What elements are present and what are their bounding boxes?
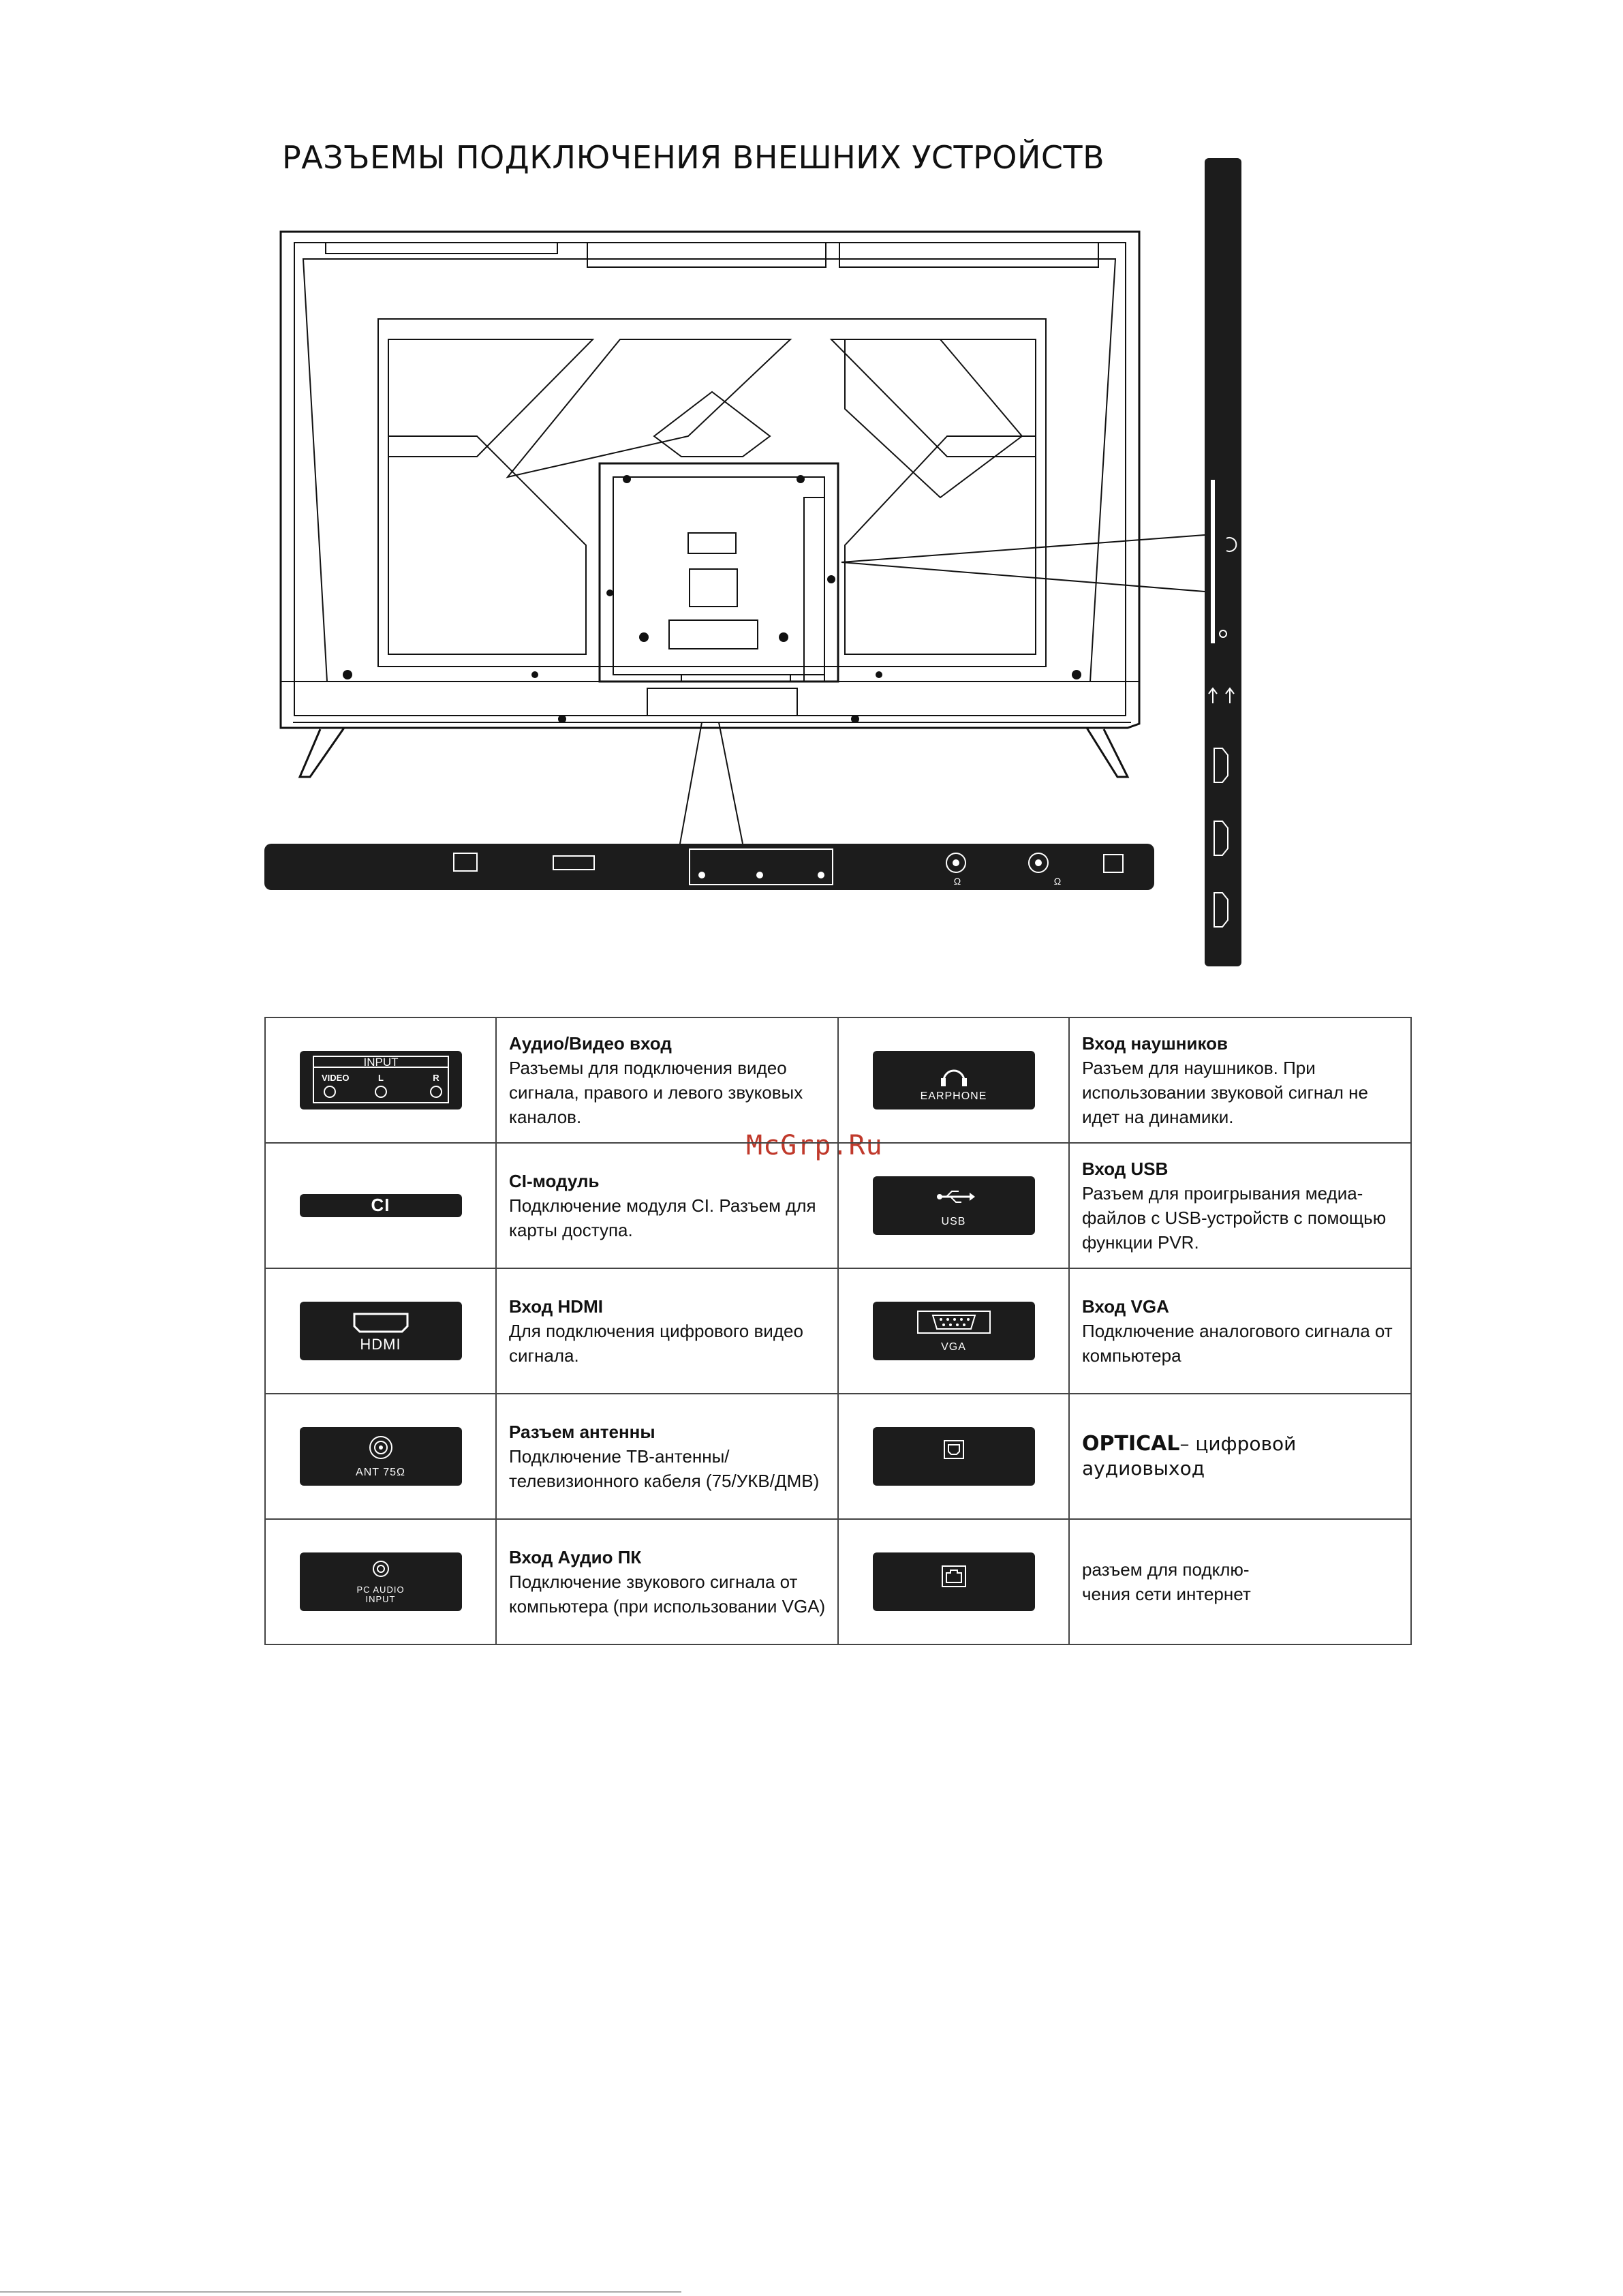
page-title: РАЗЪЕМЫ ПОДКЛЮЧЕНИЯ ВНЕШНИХ УСТРОЙСТВ (282, 139, 1105, 176)
table-row (265, 1143, 1411, 1268)
row-description: Разъем для проигрывания медиа-файлов с USB-устройств с помощью функции PVR. (1082, 1183, 1387, 1253)
svg-text:VIDEO: VIDEO (321, 1073, 349, 1083)
row-title: Вход VGA (1082, 1296, 1169, 1317)
row-title: Вход Аудио ПК (509, 1547, 642, 1567)
row-title: Разъем антенны (509, 1422, 655, 1442)
row-description: Подключение модуля CI. Разъем для карты доступа. (509, 1195, 816, 1240)
svg-text:R: R (432, 1073, 439, 1083)
table-row (265, 1394, 1411, 1519)
row-title: OPTICAL (1082, 1432, 1180, 1456)
optical-badge (873, 1427, 1035, 1486)
row-description: Разъемы для подключения видео сигнала, правого и левого звуковых каналов. (509, 1058, 803, 1127)
connector-table (264, 1017, 1412, 1645)
row-title: CI-модуль (509, 1171, 600, 1191)
optical-icon (873, 1427, 1035, 1486)
ci-badge: CI (300, 1194, 462, 1217)
row-description: Подключение аналогового сигнала от компьютера (1082, 1321, 1393, 1366)
row-title: Аудио/Видео вход (509, 1033, 672, 1054)
hdmi-badge: HDMI (300, 1302, 462, 1360)
page-bottom-rule (0, 2291, 681, 2293)
row-title: Вход наушников (1082, 1033, 1228, 1054)
usb-badge: USB (873, 1176, 1035, 1235)
pc-audio-badge: PC AUDIO INPUT (300, 1552, 462, 1611)
svg-text:INPUT: INPUT (363, 1056, 398, 1069)
lan-badge (873, 1552, 1035, 1611)
row-description: Подключение ТВ-антенны/ телевизионного кабеля (75/УКВ/ДМВ) (509, 1446, 820, 1491)
svg-text:L: L (377, 1073, 384, 1083)
ci-slot-icon (1211, 480, 1214, 643)
row-description: Подключение звукового сигнала от компьютера (при использовании VGA) (509, 1572, 826, 1617)
bottom-port-strip (264, 844, 1154, 890)
earphone-badge: EARPHONE (873, 1051, 1035, 1109)
antenna-badge: ANT 75Ω (300, 1427, 462, 1486)
av-input-badge (300, 1051, 462, 1109)
tv-rear-diagram (0, 0, 1623, 988)
row-description: Разъем для наушников. При использовании звуковой сигнал не идет на динамики. (1082, 1058, 1368, 1127)
table-row (265, 1268, 1411, 1394)
row-description: – цифровой аудиовыход (1082, 1433, 1297, 1480)
row-description: разъем для подклю- чения сети интернет (1082, 1559, 1251, 1604)
table-row (265, 1519, 1411, 1644)
svg-text:Ω: Ω (1053, 876, 1062, 887)
side-port-strip (1205, 158, 1241, 966)
vga-badge: VGA (873, 1302, 1035, 1360)
row-description: Для подключения цифрового видео сигнала. (509, 1321, 803, 1366)
row-title: Вход USB (1082, 1159, 1169, 1179)
table-row (265, 1017, 1411, 1143)
svg-text:Ω: Ω (953, 876, 961, 887)
row-title: Вход HDMI (509, 1296, 603, 1317)
watermark: McGrp.Ru (746, 1130, 883, 1161)
ethernet-icon (873, 1552, 1035, 1611)
